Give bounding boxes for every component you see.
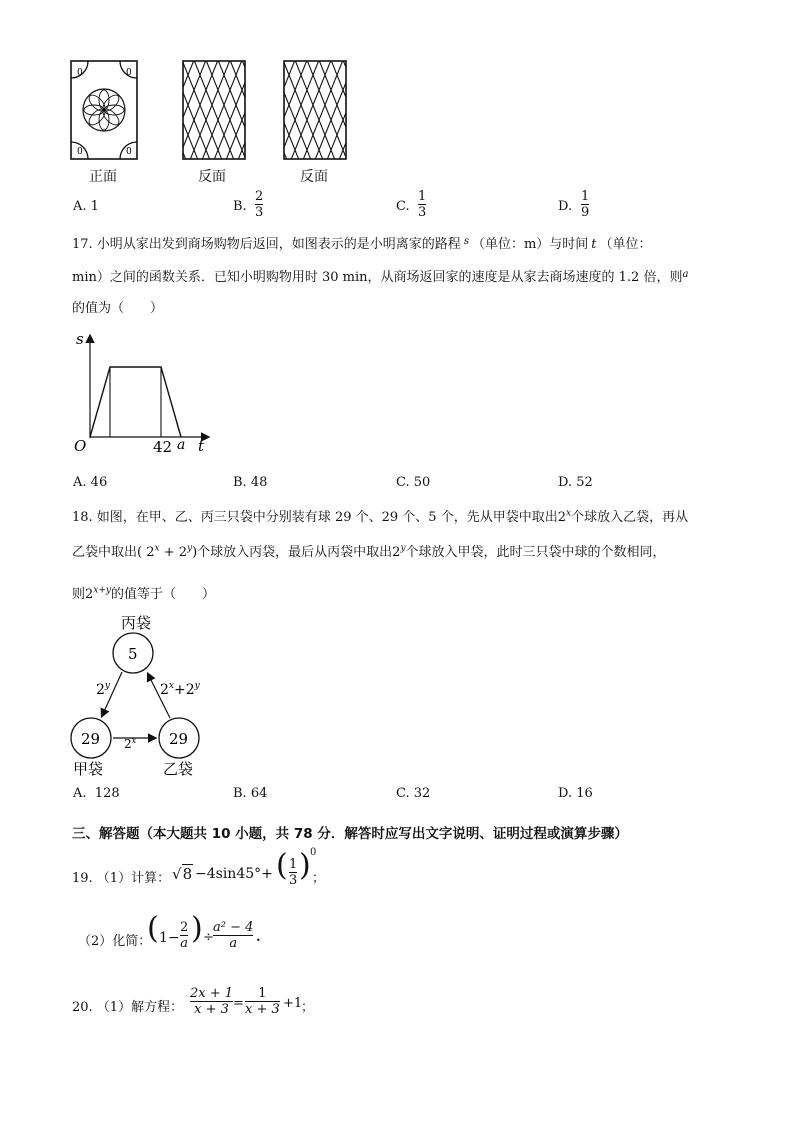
q19-part2-paren-close: ) [191,911,203,946]
q18-option-b: B. 64 [233,786,268,801]
corner-mark: 0 [77,68,83,78]
q18-option-c: C. 32 [396,786,431,801]
corner-mark: 0 [126,147,132,157]
q19-part2-paren-open: ( [147,911,159,946]
q19-part2-fraction: 2 a [180,920,189,951]
q17-distance-time-graph [70,330,215,455]
q20-equals: = [233,996,244,1011]
bag-b-label: 乙袋 [163,760,194,778]
q16-option-c-label: C. [396,199,410,214]
q16-option-c-fraction: 1 3 [418,189,427,220]
q17-tick-42: 42 [153,438,173,455]
q19-part1-paren-close: ) [299,848,311,883]
bag-a-count: 29 [81,730,101,748]
corner-mark: 0 [126,68,132,78]
q18-option-a: A. 128 [73,786,120,801]
q16-option-d-fraction: 1 9 [581,189,590,220]
q18-text-line1: 18. 如图，在甲、乙、丙三只袋中分别装有球 29 个、29 个、5 个，先从甲袋中取出2$^x$个球放入乙袋，再从 [72,508,689,525]
q16-option-b-fraction: 2 3 [255,189,264,220]
q19-part2-fraction2: a² − 4 a [213,920,254,951]
arrow-a-to-b-label: 2$^x$ [124,736,137,751]
bag-b-count: 29 [169,730,189,748]
q17-option-c: C. 50 [396,475,431,490]
q19-part1-end: ； [312,871,326,886]
q17-text-line1: 17. 小明从家出发到商场购物后返回，如图表示的是小明离家的路程 $^s$ （单位：m）与时间 t （单位： [72,236,652,252]
q19-part2-div: ÷ [203,930,214,945]
q17-x-axis-label: t [198,437,205,455]
q20-lhs-fraction: 2x + 1 x + 3 [190,986,234,1017]
q17-text-line2: min）之间的函数关系．已知小明购物用时 30 min，从商场返回家的速度是从家去商场速度的 1.2 倍，则$^a$ [72,269,689,285]
q19-part2-one: 1− [159,930,180,946]
q16-option-a: A. 1 [73,199,99,214]
q16-option-d-label: D. [558,199,573,214]
bag-c-label: 丙袋 [121,614,152,632]
q19-part1-sqrt: √8 [172,865,193,883]
q18-text-line3: 则$2^{x+y}$的值等于（ ） [72,585,216,602]
q17-tick-a: a [177,437,186,453]
q20-end: ； [301,1000,315,1015]
q17-option-a: A. 46 [73,475,108,490]
bag-a-label: 甲袋 [73,760,104,778]
card-front-figure [70,60,138,160]
q17-option-d: D. 52 [558,475,593,490]
q19-part1-paren-open: ( [276,848,288,883]
q18-bag-diagram [62,610,222,782]
card-back-label-2: 反面 [300,169,328,185]
q17-y-axis-label: s [76,330,84,348]
q17-option-b: B. 48 [233,475,268,490]
q18-text-line2: 乙袋中取出( $2^x + 2^y$)个球放入丙袋，最后从丙袋中取出2$^y$个球放入甲袋，此时三只袋中球的个数相同， [72,543,666,560]
card-front-label: 正面 [89,169,117,185]
q20-part1-prefix: 20. （1）解方程： [72,1000,184,1015]
q19-part2-end: . [256,930,261,945]
card-back-figure-2 [283,60,347,160]
q19-part1-fraction: 1 3 [289,857,298,888]
q17-text-line3: 的值为（ ） [72,301,164,316]
q17-distance-line [90,367,181,437]
q19-part1-exponent: 0 [310,847,317,858]
corner-mark: 0 [77,147,83,157]
section-3-heading: 三、解答题（本大题共 10 小题，共 78 分．解答时应写出文字说明、证明过程或演算步骤） [72,826,628,842]
q18-option-d: D. 16 [558,786,593,801]
q19-part2-prefix: （2）化简： [78,934,152,949]
q16-option-b-label: B. [233,199,247,214]
arrow-c-to-a [102,672,122,716]
arrow-c-to-a-label: 2$^y$ [96,681,111,698]
bag-c-count: 5 [128,645,138,663]
q20-rhs-tail: +1 [283,996,303,1011]
q19-part1-sin: −4sin45°+ [195,866,273,882]
card-back-figure-1 [182,60,246,160]
q17-origin-label: O [74,437,87,455]
q20-rhs-fraction: 1 x + 3 [245,986,280,1017]
q19-part1-prefix: 19. （1）计算： [72,871,171,886]
card-back-label-1: 反面 [198,169,226,185]
arrow-b-to-c-label: $2^x+2^y$ [160,681,200,698]
